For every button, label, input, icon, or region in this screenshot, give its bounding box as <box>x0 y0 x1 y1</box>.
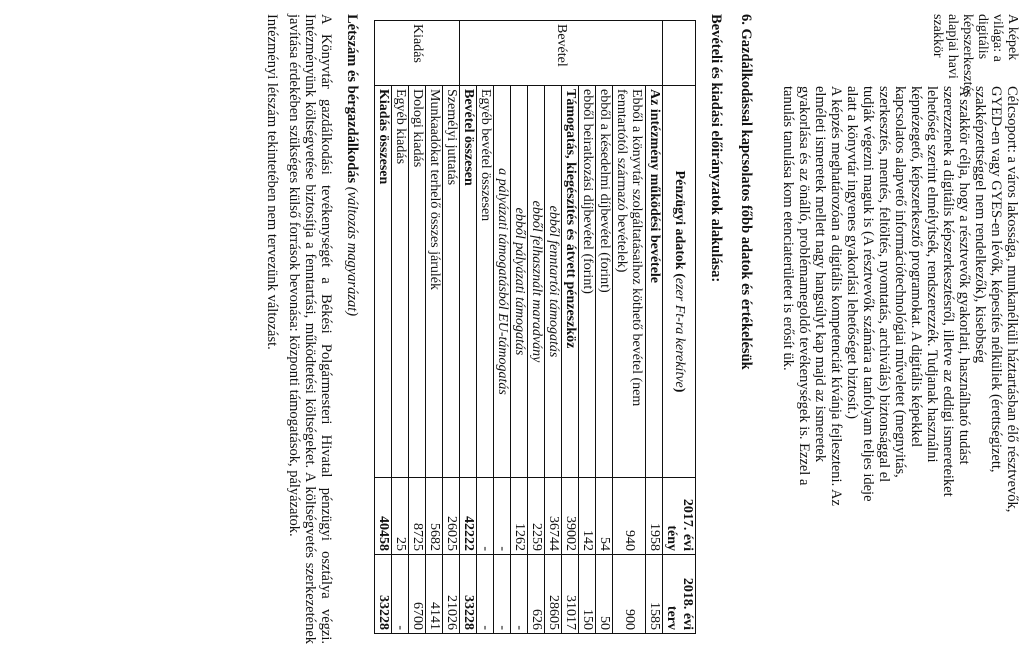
intro-line: elméleti ismeretek mellett nagy hangsúlyt kap majd az ismeretek <box>812 86 828 463</box>
header-2018: 2018. évi terv <box>663 555 696 634</box>
group-income: Bevétel <box>460 21 663 86</box>
intro-block <box>780 14 1020 644</box>
table-row: Dologi kiadás 8725 6700 <box>409 21 426 634</box>
table-row: Ebből a könyvtár szolgáltatásaihoz köthető bevétel (nem fenntartótól származó bevételek) 940 900 <box>613 21 646 634</box>
intro-line: lehetőség szerint elmélyítsék, rendszerezzék. Tudjanak használni <box>924 86 940 463</box>
intro-text <box>780 86 1020 644</box>
intro-line: szakképzettséggel nem rendelkezők), kisebbség <box>972 86 988 364</box>
staff-heading: Létszám és bérgazdálkodás (változás magyarázat) <box>344 14 360 317</box>
staff-paragraph: A Könyvtár gazdálkodási tevékenységét a Békési Polgármesteri Hivatal pénzügyi osztálya végzi. Intézményünk költségvetése biztosítja a fenntartási, működtetési költségeket. A költségvetés szerkezetének javítása érdekében szükséges külső források bevonása: központi támogatások, pályázatok. <box>286 14 334 644</box>
group-expense: Kiadás <box>375 21 460 86</box>
intro-line: alatt a könyvtár ingyenes gyakorlási lehetőséget biztosít.) <box>844 86 860 419</box>
table-row: Bevétel Az intézmény működési bevétele 1958 1585 <box>646 21 663 634</box>
table-row: Kiadás Személyi juttatás 26025 21026 <box>443 21 460 634</box>
intro-line: GYED-en vagy GYES-en lévők, képesítés nélküliek (érettségizett, <box>988 86 1004 473</box>
section-subtitle: Bevételi és kiadási előirányzatok alakulása: <box>708 14 724 283</box>
table-row: Kiadás összesen 40458 33228 <box>375 21 392 634</box>
staff-paragraph-2: Intézményi létszám tekintetében nem tervezünk változást. <box>264 14 280 350</box>
intro-line: kapcsolatos alapvető információtechnológiai műveletet (megnyitás, <box>892 86 908 478</box>
header-label: Pénzügyi adatok (ezer Ft-ra kerekítve) <box>663 86 696 478</box>
table-row: ebből beiratkozási díjbevétel (forint) 142 150 <box>579 21 596 634</box>
intro-line: A képzés meghatározóan a digitális kompetenciát kívánja fejleszteni. Az <box>828 86 844 506</box>
program-label: A képek világa: a digitális képszerkesztés alapjai havi szakkör <box>930 14 1020 98</box>
table-row: ebből fenntartói támogatás 36744 28605 <box>545 21 562 634</box>
table-row: Támogatás, kiegészítés és átvett pénzeszköz 39002 31017 <box>562 21 579 634</box>
intro-line: tanulás tanulása kom etenciaterületet is erősít ük. <box>780 86 796 371</box>
header-2017: 2017. évi tény <box>663 478 696 555</box>
table-row: Egyéb kiadás 25 - <box>392 21 409 634</box>
table-row: Munkaadókat terhelő összes járulék 5682 4141 <box>426 21 443 634</box>
table-header-row <box>663 21 696 634</box>
table-row: Egyéb bevétel összesen - - <box>477 21 494 634</box>
table-row: ebből a késedelmi díjbevétel (forint) 54 50 <box>596 21 613 634</box>
table-row: Bevétel összesen 42222 33228 <box>460 21 477 634</box>
intro-line: A szakkör célja, hogy a résztvevők gyakorlati, használható tudást <box>956 86 972 465</box>
table-row: a pályázati támogatásból EU-támogatás - - <box>494 21 511 634</box>
section-title: 6. Gazdálkodással kapcsolatos főbb adatok és értékelésük <box>738 14 754 370</box>
intro-line: szerkesztés, mentés, feltöltés, nyomtatás, archiválás) biztonsággal el <box>876 86 892 483</box>
intro-line: tudják végezni maguk is (A résztvevők számára a tanfolyam teljes ideje <box>860 86 876 502</box>
finance-table <box>374 20 696 634</box>
intro-line: képnézegető, képszerkesztő programokat. A digitális képekkel <box>908 86 924 448</box>
table-row: ebből pályázati támogatás 1262 - <box>511 21 528 634</box>
intro-line: gyakorlása és az önálló, problémamegoldó tevékenységek is. Ezzel a <box>796 86 812 486</box>
intro-line: Célcsoport: a város lakossága, munkanélküli háztartásban élő résztvevők, <box>1004 86 1020 513</box>
table-row: ebből felhasznált maradvány 2259 626 <box>528 21 545 634</box>
intro-line: szerezzenek a digitális képszerkesztésről, illetve az eddigi ismereteiket <box>940 86 956 497</box>
